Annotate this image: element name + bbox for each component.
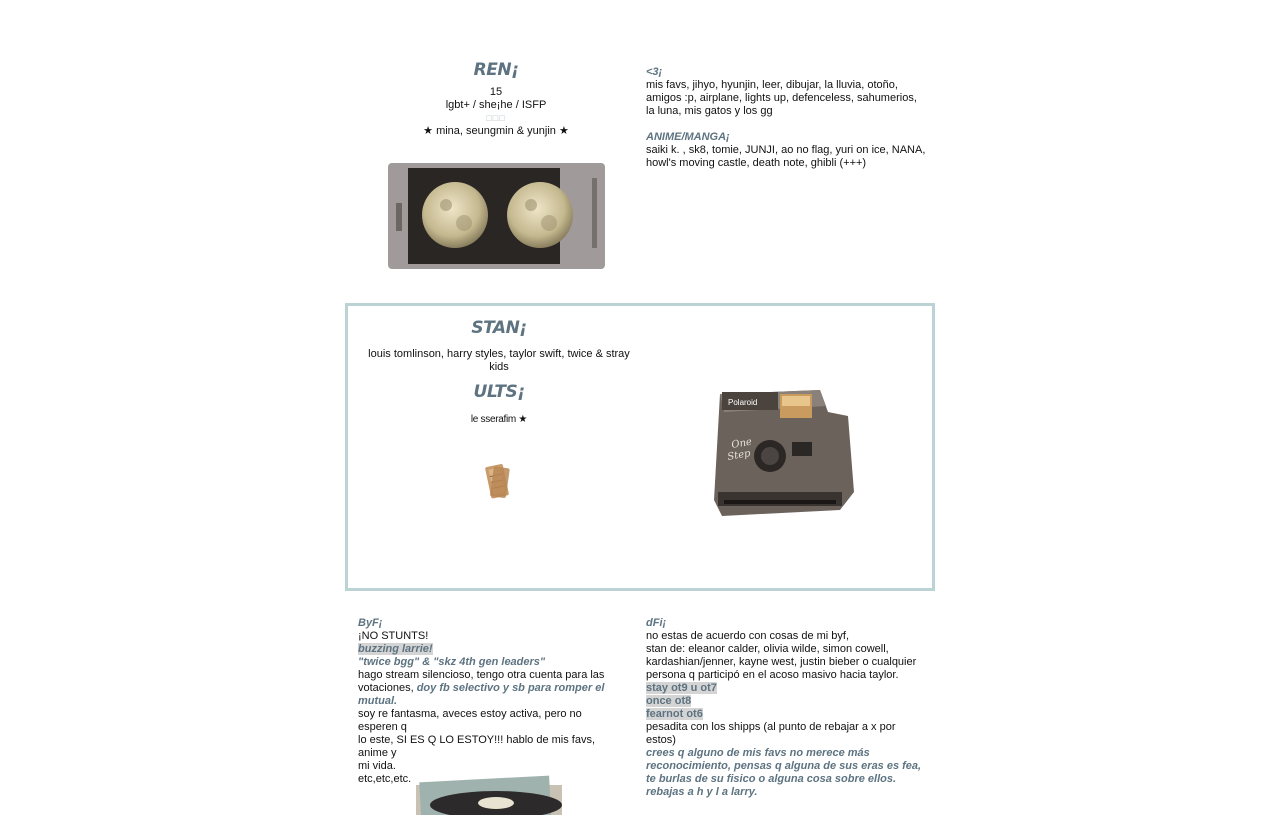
dfi-line: persona q participó en el acoso masivo hacia taylor. xyxy=(646,669,899,681)
likes-section xyxy=(646,66,928,170)
stan-title: STAN¡ xyxy=(471,318,527,338)
byf-line: ¡NO STUNTS! xyxy=(358,630,429,642)
likes-line: la luna, mis gatos y los gg xyxy=(646,105,773,117)
byf-line: soy re fantasma, aveces estoy activa, pero no esperen q xyxy=(358,708,582,733)
dfi-accent-line: te burlas de su fisico o alguna cosa sobre ellos. xyxy=(646,773,897,785)
dfi-highlight: stay ot9 u ot7 xyxy=(646,682,717,694)
dfi-line: estos) xyxy=(646,734,676,746)
likes-line: amigos :p, airplane, lights up, defenceless, sahumerios, xyxy=(646,92,917,104)
dfi-line: pesadita con los shipps (al punto de rebajar a x por xyxy=(646,721,896,733)
tickets-image xyxy=(482,461,514,501)
byf-accent-span: doy fb selectivo y sb para romper el xyxy=(416,682,605,694)
dfi-line: stan de: eleanor calder, olivia wilde, simon cowell, xyxy=(646,643,889,655)
byf-line: lo este, SI ES Q LO ESTOY!!! hablo de mis favs, anime y xyxy=(358,734,596,759)
byf-line: votaciones, xyxy=(358,682,417,694)
profile-boxes: □□□ xyxy=(486,113,506,123)
dfi-accent-line: reconocimiento, pensas q alguna de sus eras es fea, xyxy=(646,760,922,772)
byf-line: mi vida. xyxy=(358,760,396,772)
profile-favs: ★ mina, seungmin & yunjin ★ xyxy=(423,125,569,137)
dfi-highlight: once ot8 xyxy=(646,695,692,707)
anime-line: howl's moving castle, death note, ghibli (+++) xyxy=(646,157,867,169)
profile-name: REN¡ xyxy=(473,60,519,80)
polaroid-camera-image xyxy=(708,372,868,532)
byf-line: etc,etc,etc. xyxy=(358,773,412,785)
byf-line: hago stream silencioso, tengo otra cuenta para las xyxy=(358,669,605,681)
ults-value: le sserafim ★ xyxy=(470,414,528,425)
stan-line: kids xyxy=(489,361,509,373)
likes-line: mis favs, jihyo, hyunjin, leer, dibujar, la lluvia, otoño, xyxy=(646,79,898,91)
byf-accent-line: "twice bgg" & "skz 4th gen leaders" xyxy=(358,656,546,668)
ults-title: ULTS¡ xyxy=(473,382,525,402)
dfi-line: no estas de acuerdo con cosas de mi byf, xyxy=(646,630,850,642)
dfi-accent-line: crees q alguno de mis favs no merece más xyxy=(646,747,870,759)
profile-section xyxy=(380,60,612,138)
camera-model-text-1: One xyxy=(730,436,753,451)
byf-accent-line: mutual. xyxy=(358,695,398,707)
byf-title: ByF¡ xyxy=(358,617,383,629)
anime-title: ANIME/MANGA¡ xyxy=(646,131,730,143)
dfi-line: kardashian/jenner, kayne west, justin bieber o cualquier xyxy=(646,656,917,668)
stan-section xyxy=(364,318,634,425)
profile-age: 15 xyxy=(489,86,503,98)
dfi-title: dFi¡ xyxy=(646,617,667,629)
anime-line: saiki k. , sk8, tomie, JUNJI, ao no flag, yuri on ice, NANA, xyxy=(646,144,926,156)
byf-section xyxy=(358,617,610,786)
likes-title: <3¡ xyxy=(646,66,663,78)
vinyl-record-image xyxy=(414,775,564,815)
profile-identity: lgbt+ / she¡he / ISFP xyxy=(445,99,547,111)
camera-model-text-2: Step xyxy=(726,448,752,463)
byf-highlight: buzzing larrie! xyxy=(358,643,433,655)
camera-brand-text: Polaroid xyxy=(728,398,758,407)
stan-line: louis tomlinson, harry styles, taylor swift, twice & stray xyxy=(368,348,630,360)
moon-card-image xyxy=(388,163,605,269)
dfi-section xyxy=(646,617,924,799)
dfi-highlight: fearnot ot6 xyxy=(646,708,703,720)
dfi-accent-line: rebajas a h y l a larry. xyxy=(646,786,758,798)
stan-box xyxy=(345,303,935,591)
